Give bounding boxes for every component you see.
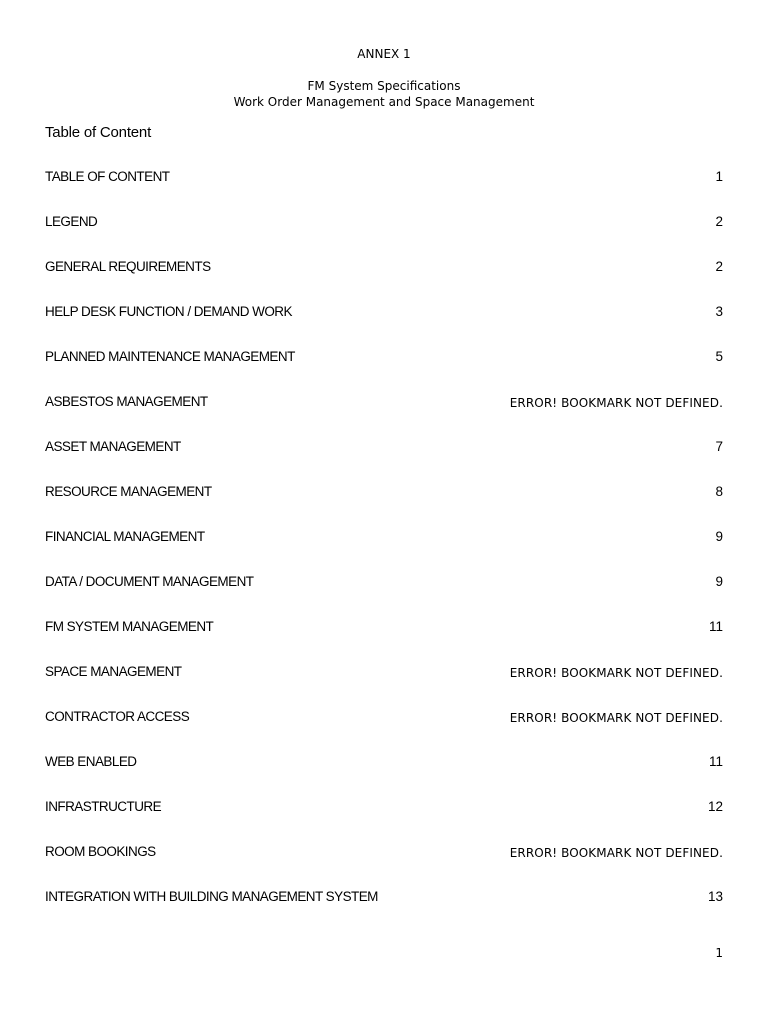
toc-entry-title: HELP DESK FUNCTION / DEMAND WORK [45, 304, 292, 319]
toc-entry[interactable] [45, 303, 723, 348]
toc-entry-title: LEGEND [45, 214, 98, 229]
toc-entry-page: 9 [715, 529, 723, 544]
toc-entry-title: ROOM BOOKINGS [45, 844, 156, 859]
toc-entry-page: 13 [707, 889, 723, 904]
table-of-contents [45, 168, 723, 933]
toc-entry-page: 12 [707, 799, 723, 814]
toc-entry-page: 5 [715, 349, 723, 364]
toc-entry-title: TABLE OF CONTENT [45, 169, 170, 184]
toc-entry-title: ASSET MANAGEMENT [45, 439, 181, 454]
toc-entry[interactable] [45, 618, 723, 663]
toc-entry[interactable] [45, 348, 723, 393]
toc-entry[interactable] [45, 213, 723, 258]
toc-entry-title: SPACE MANAGEMENT [45, 664, 182, 679]
toc-entry-page: 7 [715, 439, 723, 454]
toc-entry-title: INTEGRATION WITH BUILDING MANAGEMENT SYSTEM [45, 889, 378, 904]
toc-entry-title: WEB ENABLED [45, 754, 137, 769]
toc-entry-title: FINANCIAL MANAGEMENT [45, 529, 205, 544]
toc-entry[interactable] [45, 528, 723, 573]
toc-entry[interactable] [45, 573, 723, 618]
toc-entry-title: GENERAL REQUIREMENTS [45, 259, 211, 274]
toc-entry-page: 11 [708, 619, 723, 634]
toc-entry-page: 8 [715, 484, 723, 499]
toc-entry-page: 2 [715, 214, 723, 229]
toc-entry-page-error: ERROR! BOOKMARK NOT DEFINED. [509, 711, 723, 725]
page-number: 1 [715, 946, 723, 960]
toc-entry-page: 2 [715, 259, 723, 274]
toc-entry-title: FM SYSTEM MANAGEMENT [45, 619, 214, 634]
toc-entry[interactable] [45, 258, 723, 303]
toc-entry[interactable] [45, 393, 723, 438]
toc-entry-page: 3 [715, 304, 723, 319]
toc-entry[interactable] [45, 663, 723, 708]
toc-entry[interactable] [45, 798, 723, 843]
toc-entry-page: 1 [715, 169, 723, 184]
toc-entry[interactable] [45, 753, 723, 798]
document-subtitle: Work Order Management and Space Management [233, 95, 535, 109]
toc-entry[interactable] [45, 708, 723, 753]
toc-entry-title: CONTRACTOR ACCESS [45, 709, 190, 724]
toc-entry-title: ASBESTOS MANAGEMENT [45, 394, 208, 409]
toc-entry[interactable] [45, 168, 723, 213]
toc-entry[interactable] [45, 888, 723, 933]
document-title: FM System Specifications [307, 79, 461, 93]
toc-heading: Table of Content [45, 124, 152, 141]
toc-entry[interactable] [45, 438, 723, 483]
toc-entry[interactable] [45, 483, 723, 528]
toc-entry-title: DATA / DOCUMENT MANAGEMENT [45, 574, 254, 589]
toc-entry-title: INFRASTRUCTURE [45, 799, 162, 814]
toc-entry-page: 9 [715, 574, 723, 589]
annex-label: ANNEX 1 [357, 47, 411, 61]
toc-entry-title: RESOURCE MANAGEMENT [45, 484, 212, 499]
toc-entry-page-error: ERROR! BOOKMARK NOT DEFINED. [509, 846, 723, 860]
toc-entry-page-error: ERROR! BOOKMARK NOT DEFINED. [509, 396, 723, 410]
toc-entry-title: PLANNED MAINTENANCE MANAGEMENT [45, 349, 295, 364]
toc-entry-page-error: ERROR! BOOKMARK NOT DEFINED. [509, 666, 723, 680]
toc-entry-page: 11 [708, 754, 723, 769]
toc-entry[interactable] [45, 843, 723, 888]
